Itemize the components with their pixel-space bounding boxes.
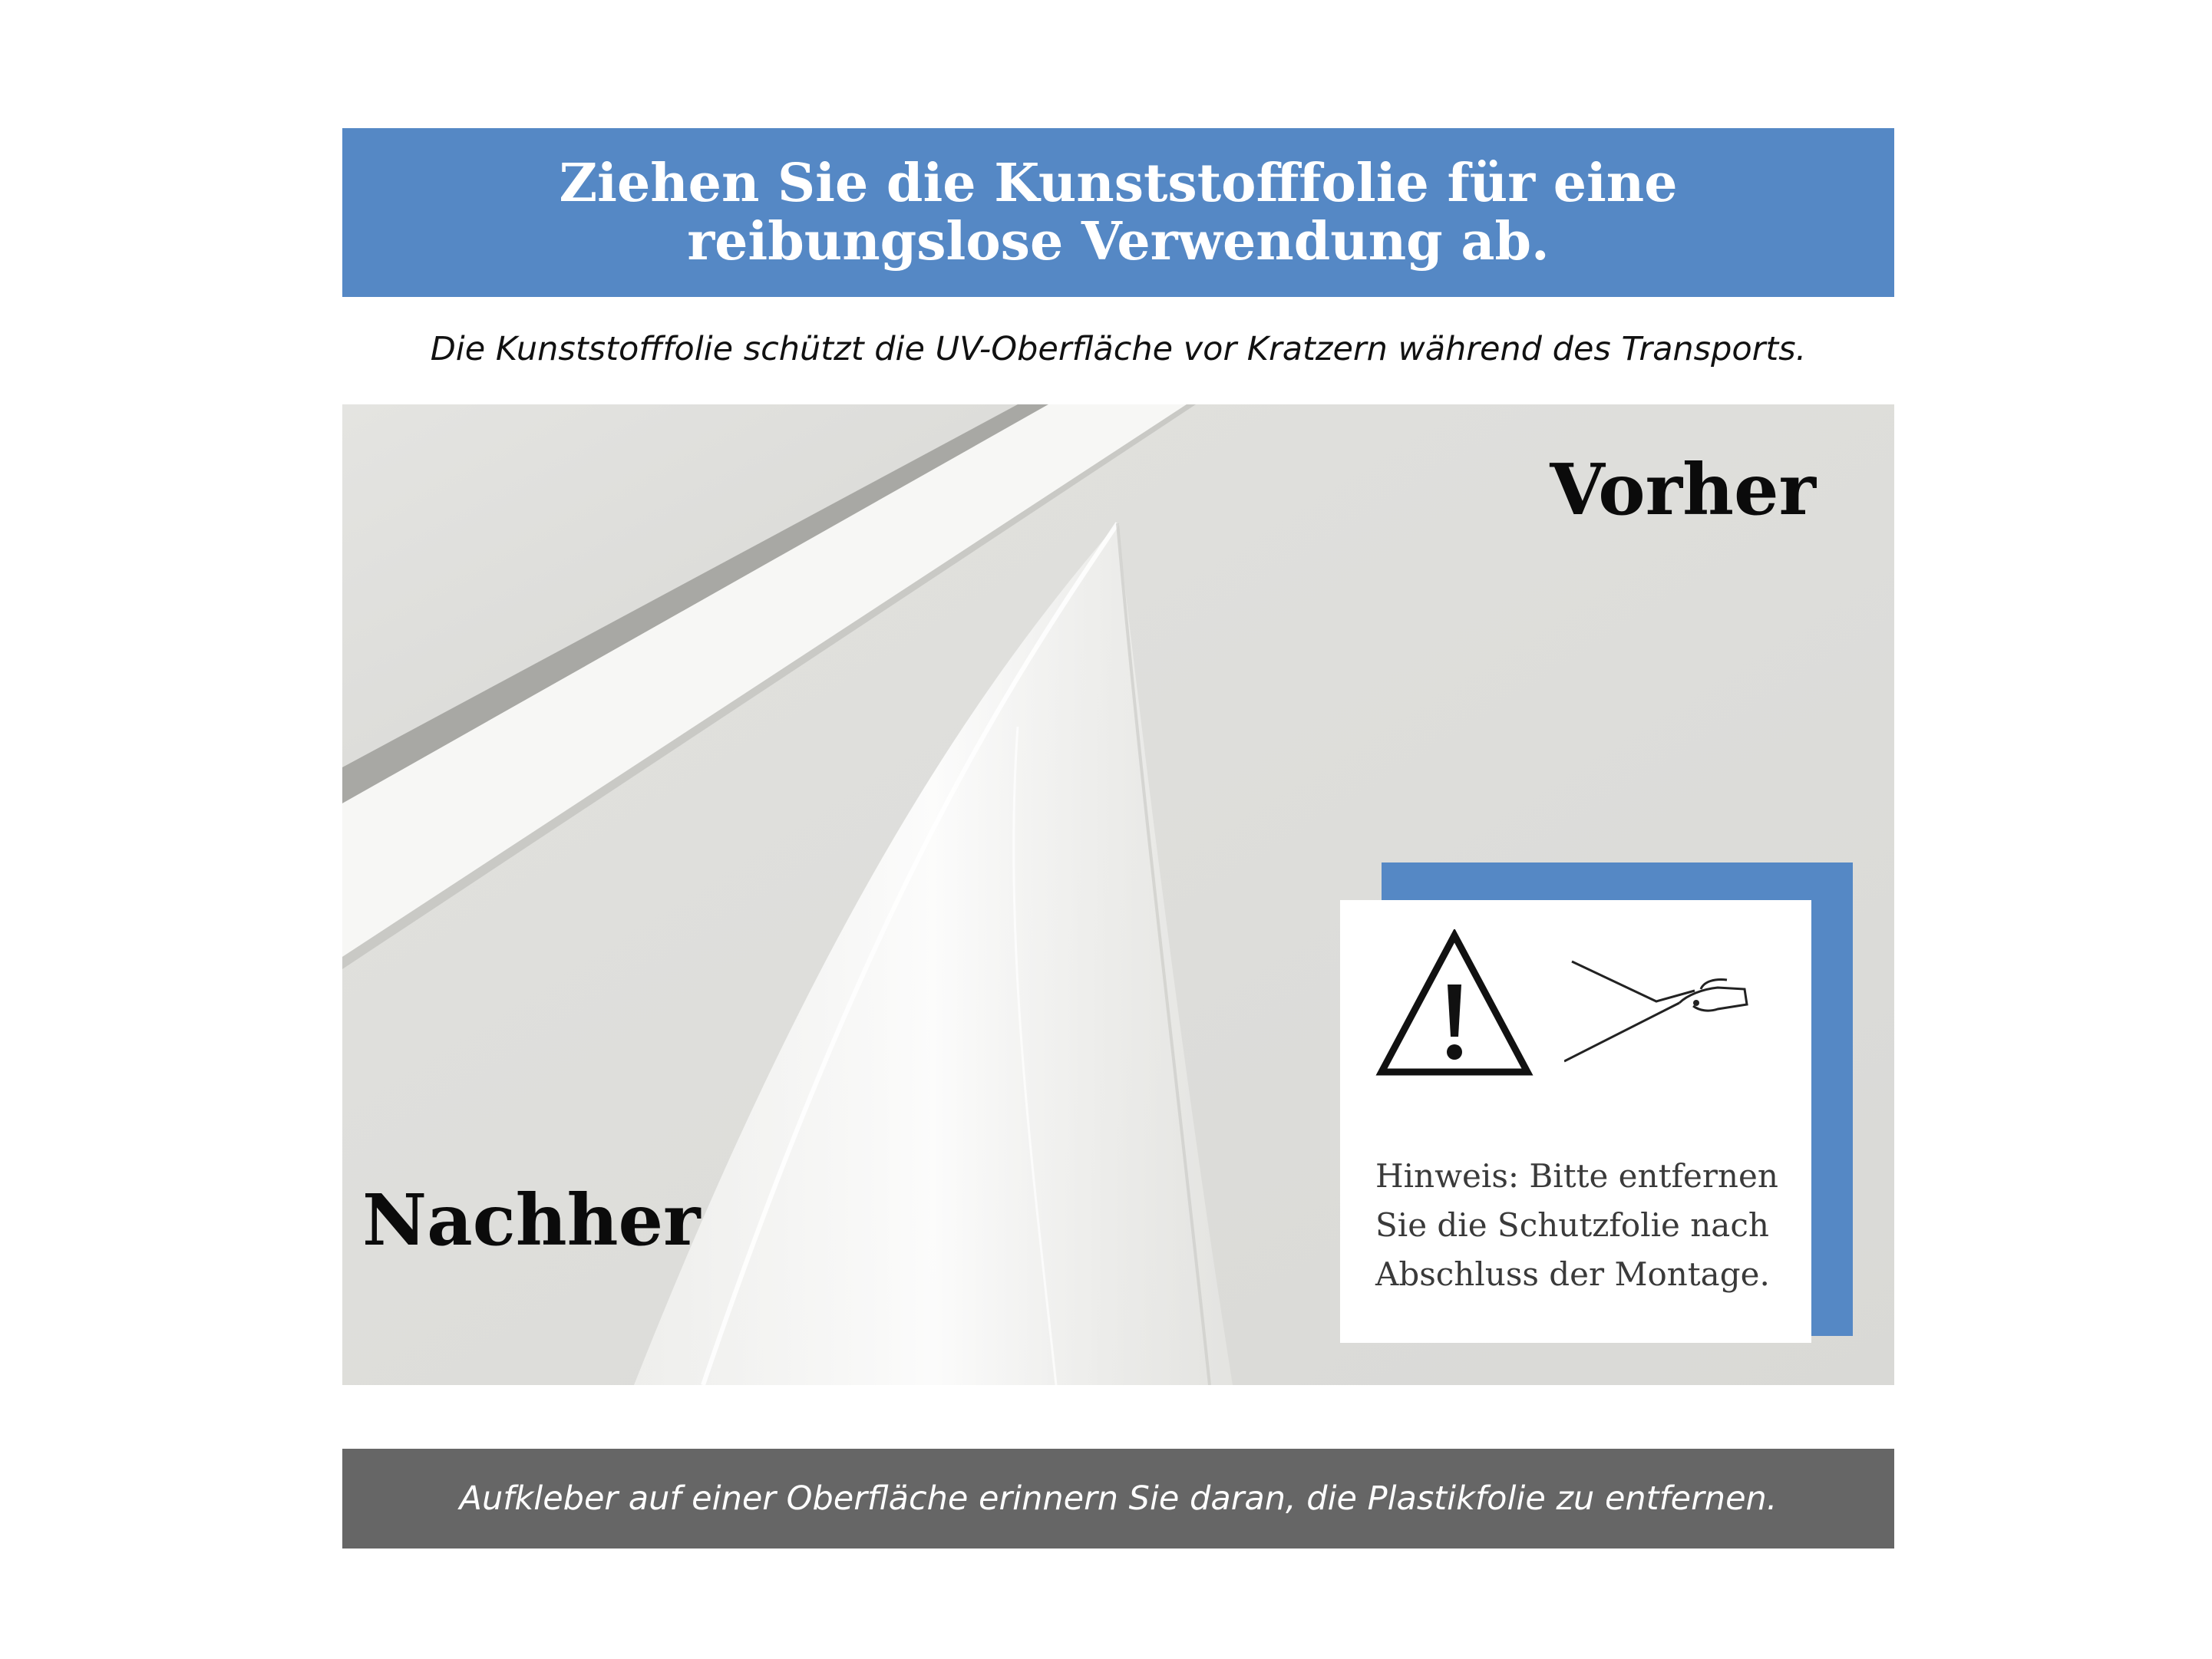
footer-banner [342, 1449, 1894, 1549]
warning-triangle-icon [1374, 929, 1535, 1078]
notice-line-1: Hinweis: Bitte entfernen [1375, 1157, 1778, 1195]
peeling-hand-icon [1564, 958, 1756, 1066]
notice-line-3: Abschluss der Montage. [1375, 1255, 1770, 1293]
product-photo [342, 404, 1894, 1385]
subtitle: Die Kunststofffolie schützt die UV-Oberfläche vor Kratzern während des Transports. [430, 330, 1807, 368]
label-after: Nachher [362, 1179, 701, 1262]
title-line-1: Ziehen Sie die Kunststofffolie für eine [559, 153, 1678, 214]
notice-line-2: Sie die Schutzfolie nach [1375, 1206, 1769, 1244]
notice-text [1375, 1152, 1790, 1299]
label-before: Vorher [1550, 448, 1816, 531]
notice-card [1340, 900, 1811, 1343]
title-line-2: reibungslose Verwendung ab. [687, 211, 1550, 272]
footer-text: Aufkleber auf einer Oberfläche erinnern Sie daran, die Plastikfolie zu entfernen. [459, 1479, 1778, 1518]
title-banner [342, 128, 1894, 297]
